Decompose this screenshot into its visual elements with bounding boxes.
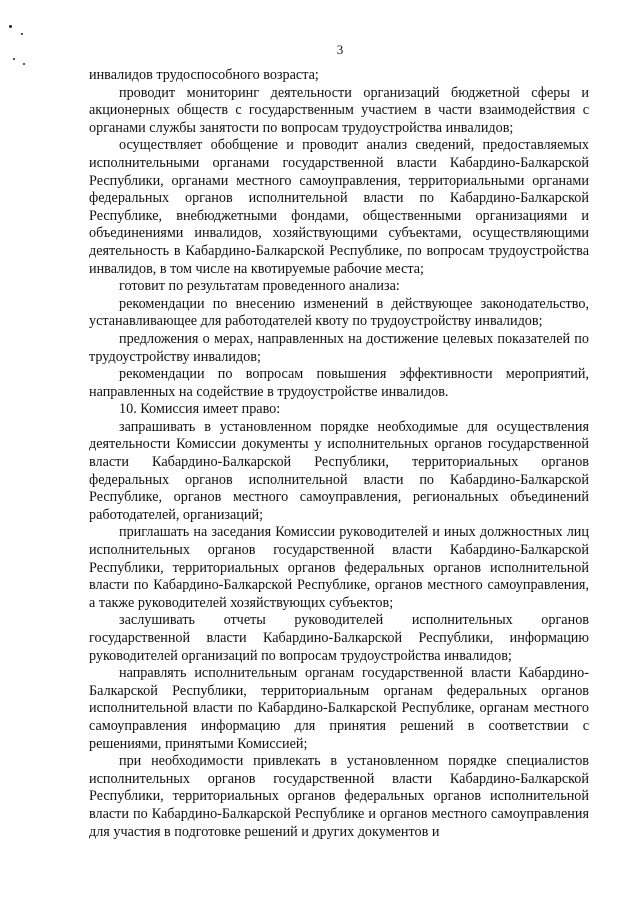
scan-speck — [9, 25, 12, 28]
paragraph: предложения о мерах, направленных на достижение целевых показателей по трудоустройству инвалидов; — [89, 330, 589, 365]
section-heading: 10. Комиссия имеет право: — [119, 401, 281, 418]
document-body — [89, 67, 589, 841]
scan-speck — [13, 58, 15, 60]
paragraph: готовит по результатам проведенного анализа: — [119, 278, 400, 295]
page-number: 3 — [336, 42, 344, 57]
scan-speck — [21, 33, 23, 35]
paragraph: запрашивать в установленном порядке необходимые для осуществления деятельности Комиссии документы у исполнительных органов государственной власти Кабардино-Балкарской Республики, территориальных органов федеральных органов исполнительной власти по Кабардино-Балкарской Республике, органов местного самоуправления, региональных объединений работодателей, организаций; — [89, 418, 589, 523]
paragraph: инвалидов трудоспособного возраста; — [89, 67, 319, 83]
scan-speck — [23, 63, 25, 65]
paragraph: рекомендации по вопросам повышения эффективности мероприятий, направленных на содействие в трудоустройстве инвалидов. — [89, 366, 589, 400]
paragraph: осуществляет обобщение и проводит анализ сведений, предоставляемых исполнительными органами государственной власти Кабардино-Балкарской Республики, органами местного самоуправления, территориальными органами федеральных органов исполнительной власти по Кабардино-Балкарской Республике, внебюджетными фондами, общественными организациями и объединениями инвалидов, хозяйствующими субъектами, осуществляющими деятельность в Кабардино-Балкарской Республике, по вопросам трудоустройства инвалидов, в том числе на квотируемые рабочие места; — [89, 137, 589, 277]
paragraph: приглашать на заседания Комиссии руководителей и иных должностных лиц исполнительных органов государственной власти Кабардино-Балкарской Республики, территориальных органов федеральных органов исполнительной власти по Кабардино-Балкарской Республике, органов местного самоуправления, а также руководителей хозяйствующих субъектов; — [89, 524, 589, 611]
paragraph: направлять исполнительным органам государственной власти Кабардино-Балкарской Республики, территориальным органам федеральных органов исполнительной власти по Кабардино-Балкарской Республике, органам местного самоуправления информацию для принятия решений в соответствии с решениями, принятыми Комиссией; — [89, 665, 589, 752]
paragraph: проводит мониторинг деятельности организаций бюджетной сферы и акционерных обществ с государственным участием в части взаимодействия с органами службы занятости по вопросам трудоустройства инвалидов; — [89, 84, 589, 136]
paragraph: при необходимости привлекать в установленном порядке специалистов исполнительных органов государственной власти Кабардино-Балкарской Республики, территориальных органов федеральных органов исполнительной власти по Кабардино-Балкарской Республике и органов местного самоуправления для участия в подготовке решений и других документов и — [89, 753, 589, 840]
paragraph: рекомендации по внесению изменений в действующее законодательство, устанавливающее для работодателей квоту по трудоустройству инвалидов; — [89, 295, 589, 330]
paragraph: заслушивать отчеты руководителей исполнительных органов государственной власти Кабардино-Балкарской Республики, информацию руководителей организаций по вопросам трудоустройства инвалидов; — [89, 612, 589, 664]
